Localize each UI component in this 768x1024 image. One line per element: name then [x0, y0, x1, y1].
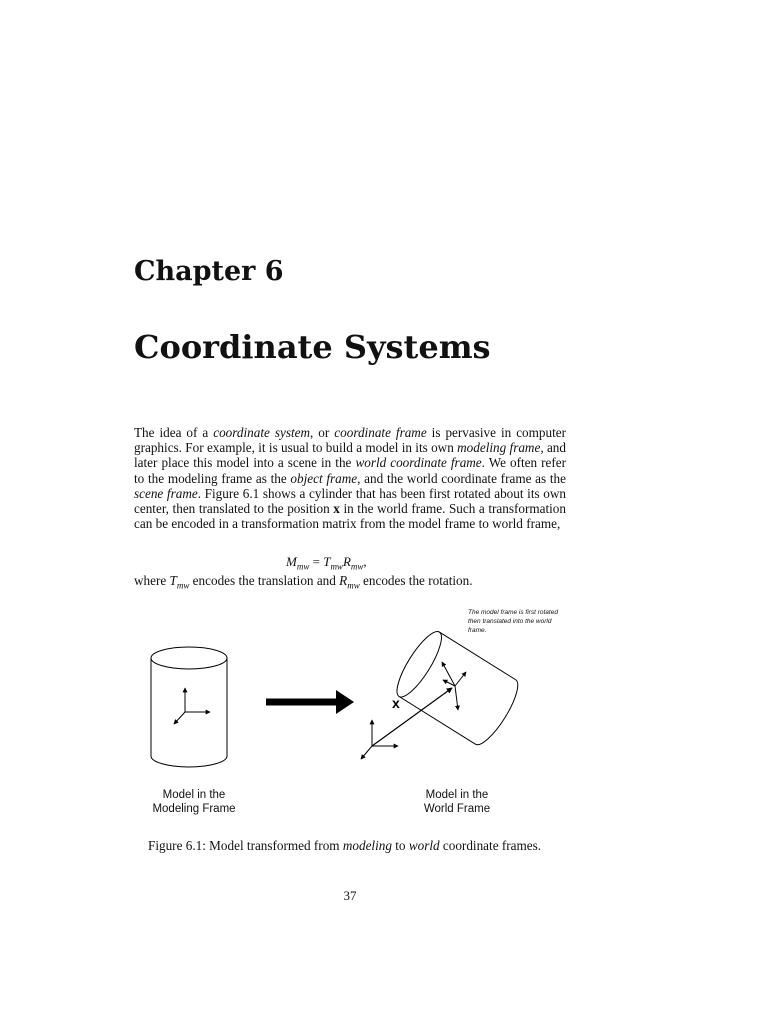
- term-modeling: modeling: [342, 838, 392, 853]
- translation-vector: [372, 688, 452, 746]
- text-run: . We often refer to the modeling frame as the: [134, 455, 566, 486]
- equation-explanation: [134, 573, 473, 591]
- text-run: , and later place this model into a scene in the: [134, 440, 566, 471]
- figure-caption: [148, 838, 541, 854]
- term-modeling-frame: modeling frame: [457, 440, 541, 456]
- term-scene-frame: scene frame: [134, 485, 198, 501]
- text-run: Figure 6.1: Model transformed from: [148, 838, 343, 853]
- transform-arrow: [266, 690, 354, 714]
- caption-line: World Frame: [423, 803, 491, 815]
- term-world-coordinate-frame: world coordinate frame: [355, 455, 482, 471]
- world-frame-axes: [361, 720, 398, 759]
- modeling-frame-cylinder: [151, 647, 227, 767]
- text-run: . Figure 6.1 shows a cylinder that has been first rotated about its own center, then translated to the position: [134, 485, 566, 517]
- term-object-frame: object frame: [290, 470, 358, 486]
- text-run: where: [134, 573, 170, 588]
- text-run: to: [391, 838, 409, 853]
- eq-subscript: mw: [296, 561, 310, 572]
- term-world: world: [408, 838, 440, 853]
- eq-symbol: T: [169, 573, 177, 588]
- text-run: is pervasive in computer graphics. For example, it is usual to build a model in its own: [134, 425, 566, 456]
- caption-line: Model in the: [425, 789, 489, 801]
- position-x: x: [333, 501, 340, 517]
- eq-symbol: R: [339, 573, 348, 588]
- term-coordinate-system: coordinate system: [213, 425, 311, 440]
- text-run: encodes the translation and: [189, 573, 340, 588]
- eq-punct: ,: [363, 554, 367, 569]
- world-frame-cylinder: [390, 626, 525, 750]
- rotated-model-axes: [442, 662, 466, 710]
- eq-symbol: T: [323, 554, 331, 569]
- eq-operator: =: [309, 554, 324, 569]
- vector-x-label: x: [392, 695, 400, 711]
- text-run: encodes the rotation.: [359, 573, 473, 588]
- eq-subscript: mw: [176, 580, 190, 591]
- figure-note: The model frame is first rotated then translated into the world frame.: [468, 609, 558, 634]
- eq-subscript: mw: [347, 580, 360, 591]
- text-run: , and the world coordinate frame as the: [357, 470, 566, 486]
- text-run: coordinate frames.: [439, 838, 542, 853]
- equation: [286, 554, 367, 572]
- page-number: 37: [343, 888, 357, 903]
- body-paragraph: [134, 425, 566, 531]
- eq-subscript: mw: [350, 561, 364, 572]
- caption-line: Model in the: [162, 789, 226, 801]
- chapter-label: Chapter 6: [134, 256, 284, 287]
- world-frame-caption: [407, 788, 507, 816]
- text-run: in the world frame. Such a transformation can be encoded in a transformation matrix from the model frame to world frame,: [134, 501, 566, 532]
- term-coordinate-frame: coordinate frame: [334, 425, 427, 440]
- modeling-frame-caption: [144, 788, 244, 816]
- text-run: , or: [310, 425, 335, 440]
- eq-subscript: mw: [330, 561, 343, 572]
- text-run: The idea of a: [134, 425, 214, 440]
- eq-symbol: M: [286, 554, 297, 569]
- eq-symbol: R: [342, 554, 351, 569]
- modeling-frame-axes: [174, 688, 210, 724]
- chapter-title: Coordinate Systems: [134, 328, 491, 366]
- caption-line: Modeling Frame: [152, 803, 236, 815]
